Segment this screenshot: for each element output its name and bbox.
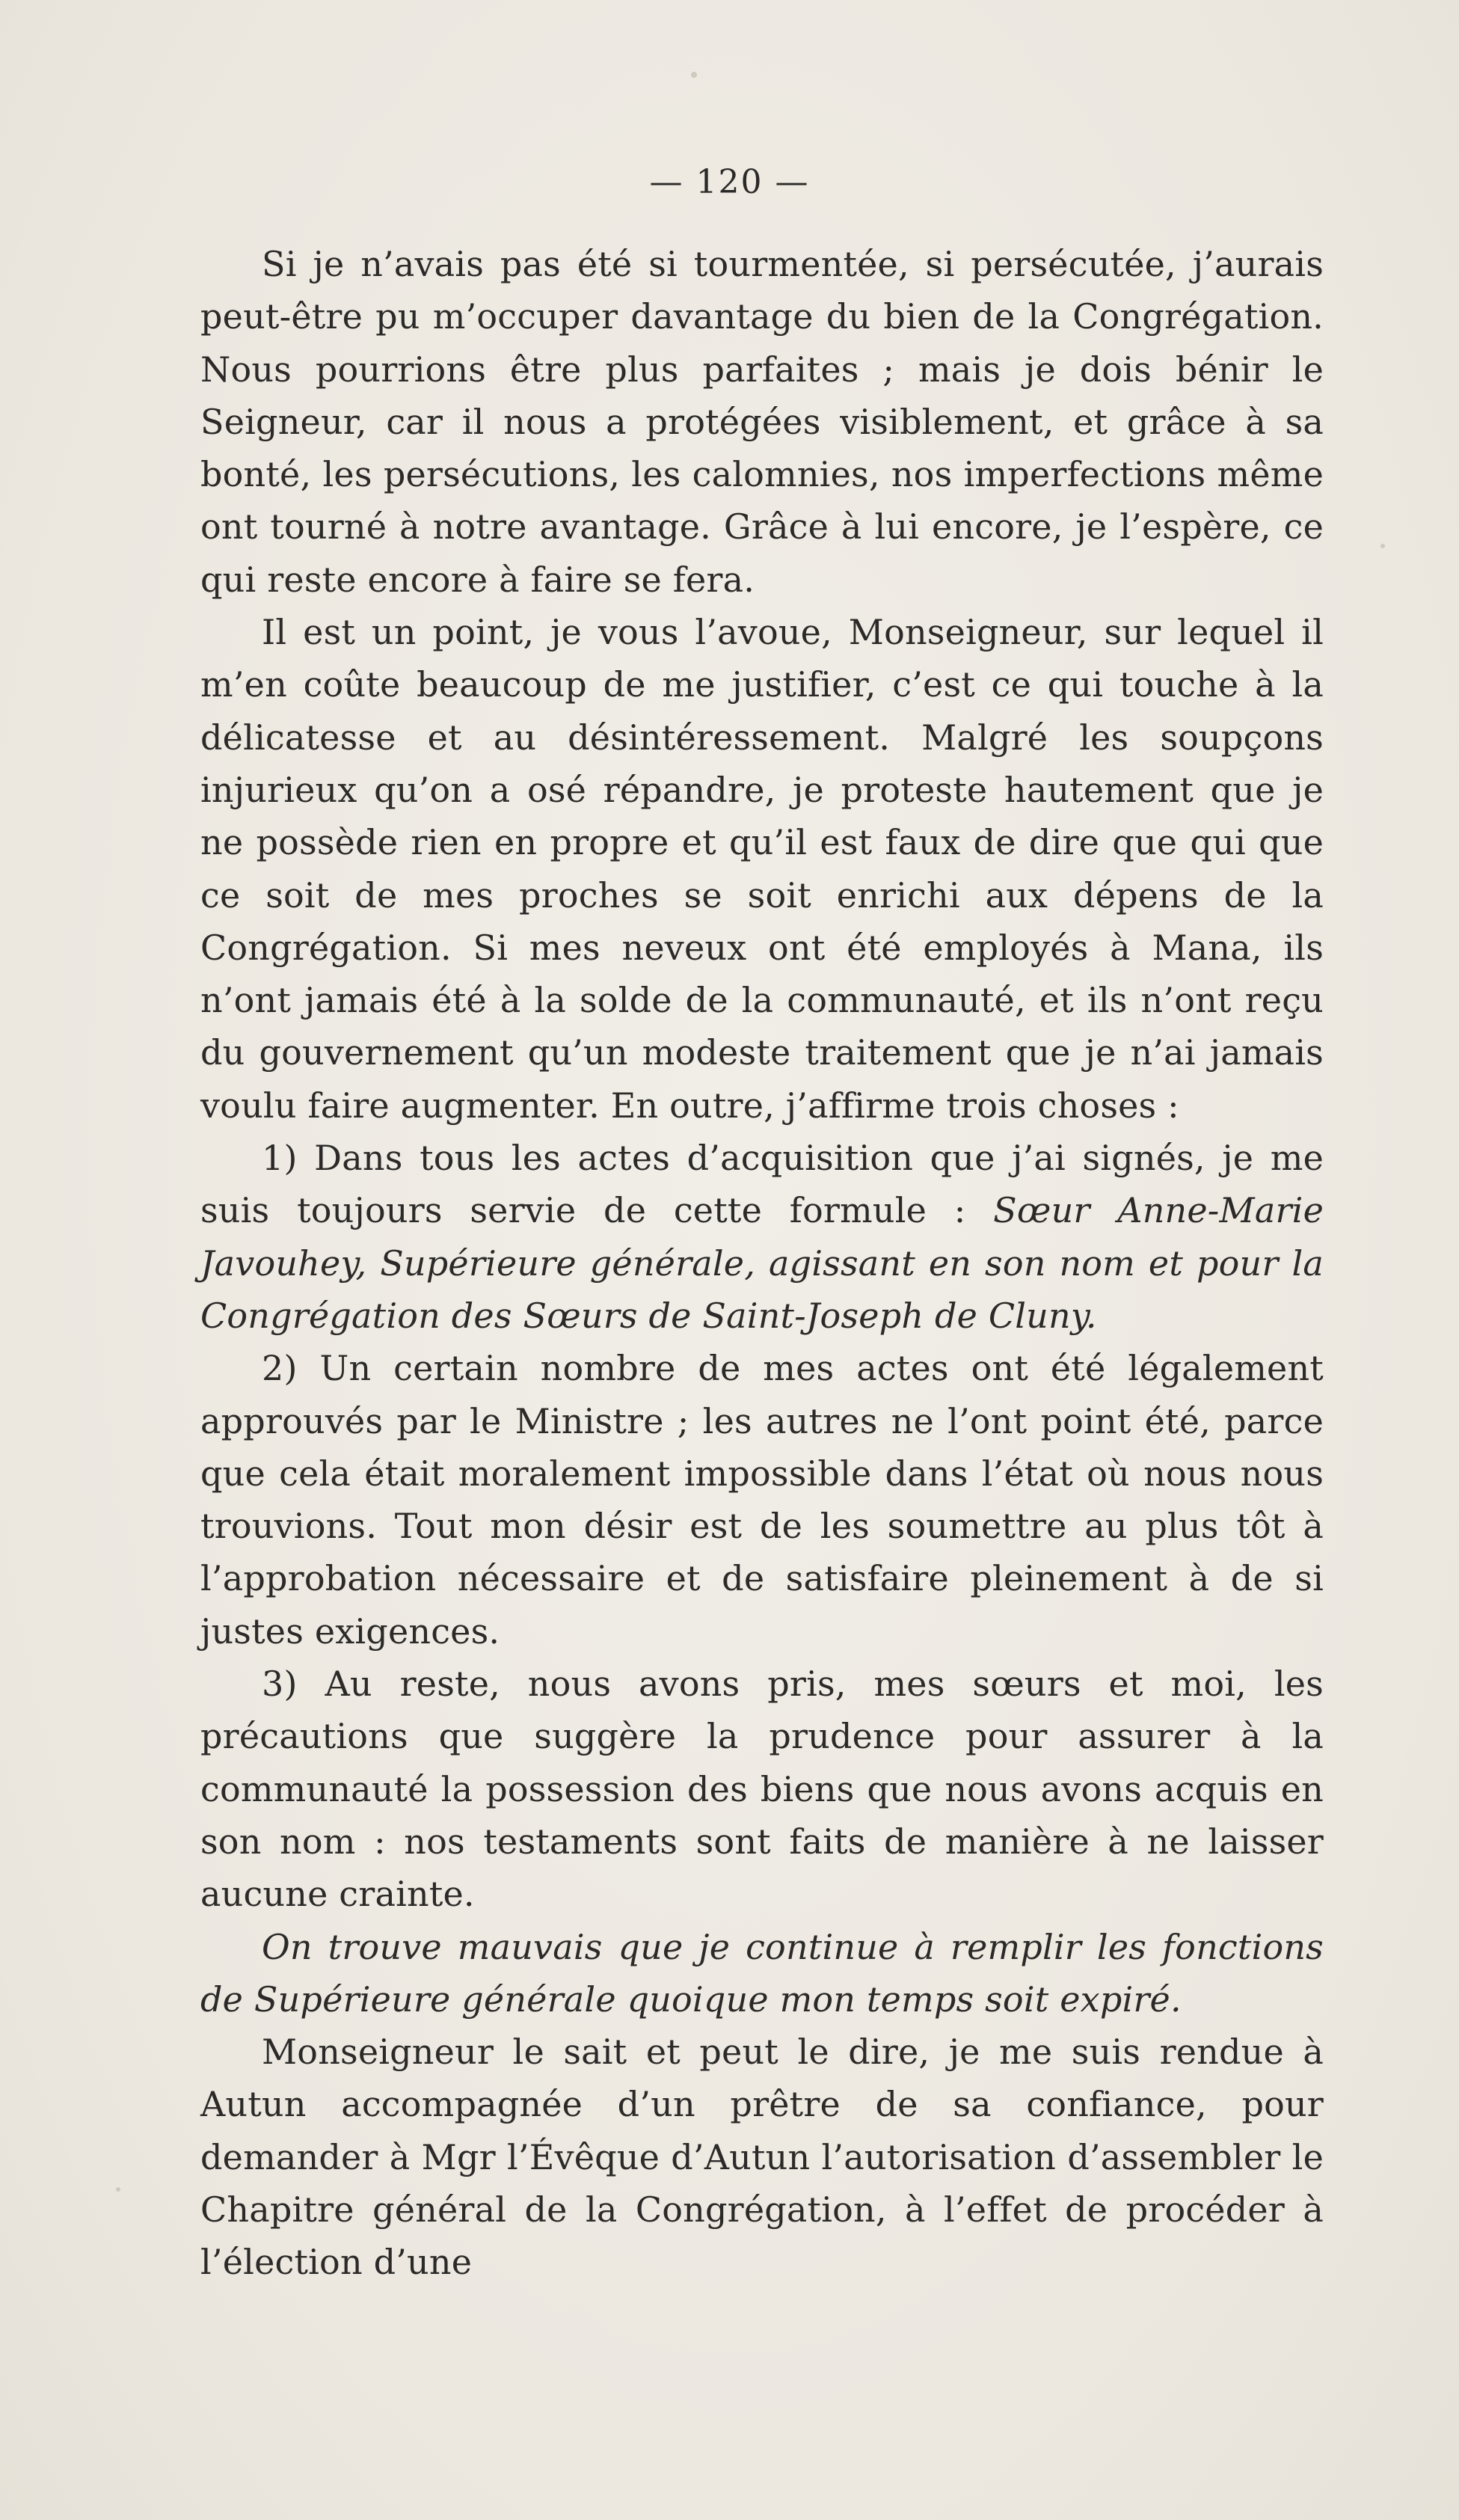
page-number: — 120 —: [649, 163, 810, 201]
paragraph-point-1: [200, 1132, 1324, 1342]
body-text: [200, 238, 1324, 2289]
paragraph-persecutions: Si je n’avais pas été si tourmentée, si persécutée, j’aurais peut-être pu m’occuper davantage du bien de la Congrégation. Nous pourrions être plus parfaites ; mais je dois bénir le Seigneur, car il nous a protégées visiblement, et grâce à sa bonté, les persécutions, les calomnies, nos imperfections même ont tourné à notre avantage. Grâce à lui encore, je l’espère, ce qui reste encore à faire se fera.: [200, 244, 1324, 600]
paragraph-autun: Monseigneur le sait et peut le dire, je me suis rendue à Autun accompagnée d’un prêtre de sa confiance, pour demander à Mgr l’Évêque d’Autun l’autorisation d’assembler le Chapitre général de la Congrégation, à l’effet de procéder à l’élection d’une: [200, 2032, 1324, 2283]
point-1-text: 1) Dans tous les actes d’acquisition que j’ai signés, je me suis toujours servie de cette formule :: [200, 1138, 1324, 1231]
paper-speck: [691, 72, 697, 78]
point-1-formula: Sœur Anne-Marie Javouhey, Supérieure générale, agissant en son nom et pour la Congrégation des Sœurs de Saint-Joseph de Cluny.: [200, 1190, 1324, 1336]
paper-speck: [1380, 544, 1385, 548]
paragraph-point-2: 2) Un certain nombre de mes actes ont été légalement approuvés par le Ministre ; les autres ne l’ont point été, parce que cela était moralement impossible dans l’état où nous nous trouvions. Tout mon désir est de les soumettre au plus tôt à l’approbation nécessaire et de satisfaire pleinement à de si justes exigences.: [200, 1348, 1324, 1652]
paragraph-reproach: On trouve mauvais que je continue à remplir les fonctions de Supérieure générale quoique mon temps soit expiré.: [200, 1926, 1324, 2020]
paragraph-point-3: 3) Au reste, nous avons pris, mes sœurs et moi, les précautions que suggère la prudence pour assurer à la communauté la possession des biens que nous avons acquis en son nom : nos testaments sont faits de manière à ne laisser aucune crainte.: [200, 1664, 1324, 1915]
paragraph-desinteressement: Il est un point, je vous l’avoue, Monseigneur, sur lequel il m’en coûte beaucoup de me justifier, c’est ce qui touche à la délicatesse et au désintéressement. Malgré les soupçons injurieux qu’on a osé répandre, je proteste hautement que je ne possède rien en propre et qu’il est faux de dire que qui que ce soit de mes proches se soit enrichi aux dépens de la Congrégation. Si mes neveux ont été employés à Mana, ils n’ont jamais été à la solde de la communauté, et ils n’ont reçu du gouvernement qu’un modeste traitement que je n’ai jamais voulu faire augmenter. En outre, j’affirme trois choses :: [200, 612, 1324, 1126]
paper-speck: [116, 2187, 120, 2192]
